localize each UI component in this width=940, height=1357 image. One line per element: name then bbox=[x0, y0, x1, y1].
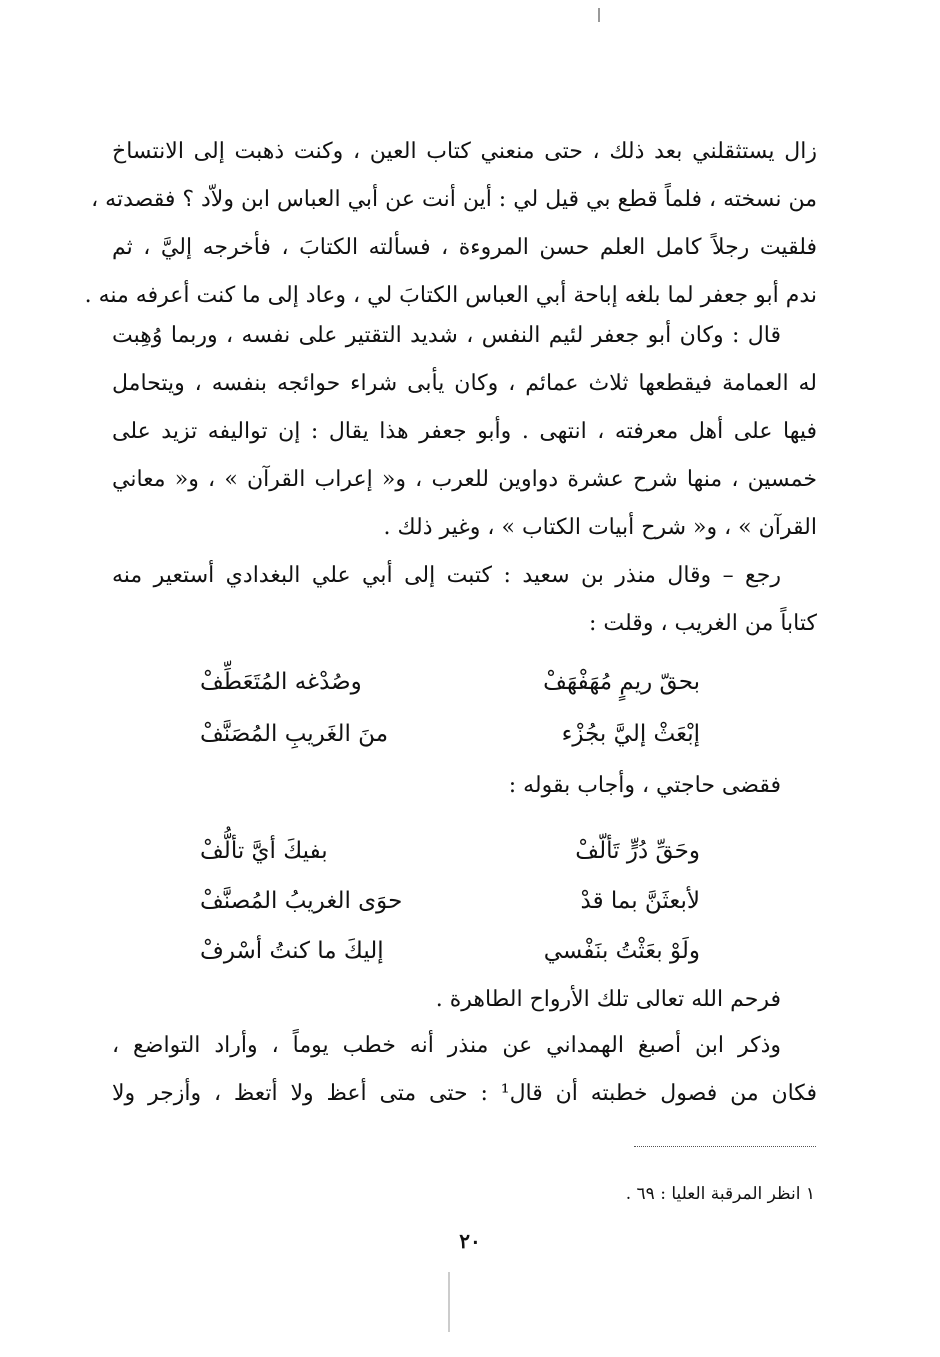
text-line: له العمامة فيقطعها ثلاث عمائم ، وكان يأبى شراء حوائجه بنفسه ، ويتحامل bbox=[112, 371, 817, 396]
verse-second-hemistich: إليكَ ما كنتُ أسْرفْ bbox=[200, 938, 384, 964]
verse-first-hemistich: ولَوْ بعَثْتُ بنَفْسي bbox=[543, 938, 700, 964]
text-line: من نسخته ، فلماً قطع بي قيل لي : أين أنت عن أبي العباس ابن ولاّد ؟ فقصدته ، bbox=[91, 187, 817, 212]
reply-line bbox=[112, 762, 817, 810]
verse-line bbox=[200, 656, 700, 708]
verse-line bbox=[200, 926, 700, 976]
verse-second-hemistich: منَ الغَريبِ المُصَنَّفْ bbox=[200, 721, 389, 747]
paragraph-4 bbox=[112, 976, 817, 1024]
text-line: ندم أبو جعفر لما بلغه إباحة أبي العباس الكتابَ لي ، وعاد إلى ما كنت أعرفه منه . bbox=[84, 283, 817, 308]
text-line: كتاباً من الغريب ، وقلت : bbox=[589, 611, 817, 636]
text-line: فيها على أهل معرفته ، انتهى . وأبو جعفر هذا يقال : إن تواليفه تزيد على bbox=[112, 419, 817, 444]
text-line: رجع – وقال منذر بن سعيد : كتبت إلى أبي علي البغدادي أستعير منه bbox=[112, 563, 781, 588]
text-line: فكان من فصول خطبته أن قال¹ : حتى متى أعظ ولا أتعظ ، وأزجر ولا bbox=[112, 1081, 817, 1106]
verse-line bbox=[200, 708, 700, 760]
verse-second-hemistich: بفيكَ أيَّ تألُّفْ bbox=[200, 838, 328, 864]
scan-mark bbox=[598, 8, 600, 22]
text-line: فقضى حاجتي ، وأجاب بقوله : bbox=[508, 773, 781, 798]
verse-first-hemistich: بحقّ ريمٍ مُهَفْهَفْ bbox=[543, 669, 700, 695]
verse-first-hemistich: لأبعثَنَّ بما قدْ bbox=[580, 888, 700, 914]
text-line: زال يستثقلني بعد ذلك ، حتى منعني كتاب العين ، وكنت ذهبت إلى الانتساخ bbox=[112, 139, 817, 164]
text-line: فرحم الله تعالى تلك الأرواح الطاهرة . bbox=[435, 987, 781, 1012]
scan-mark bbox=[448, 1272, 450, 1332]
text-line: فلقيت رجلاً كامل العلم حسن المروءة ، فسألته الكتابَ ، فأخرجه إليَّ ، ثم bbox=[112, 235, 817, 260]
paragraph-5 bbox=[112, 1022, 817, 1118]
paragraph-3 bbox=[112, 552, 817, 648]
text-line: وذكر ابن أصبغ الهمداني عن منذر أنه خطب يوماً ، وأراد التواضع ، bbox=[112, 1033, 781, 1058]
paragraph-2 bbox=[112, 312, 817, 552]
verse-second-hemistich: وصُدْغه المُتَعَطِّفْ bbox=[200, 669, 362, 695]
footnote-separator bbox=[634, 1146, 816, 1147]
text-line: القرآن » ، و« شرح أبيات الكتاب » ، وغير ذلك . bbox=[383, 515, 817, 540]
text-line: خمسين ، منها شرح عشرة دواوين للعرب ، و« إعراب القرآن » ، و« معاني bbox=[112, 467, 817, 492]
verse-first-hemistich: وحَقِّ دُرٍّ تَألّفْ bbox=[575, 838, 700, 864]
page-number: ٢٠ bbox=[459, 1229, 481, 1253]
verse-first-hemistich: إبْعَثْ إليَّ بجُزْء bbox=[561, 721, 700, 747]
poem-request bbox=[200, 656, 700, 760]
paragraph-1 bbox=[84, 128, 817, 320]
verse-line bbox=[200, 826, 700, 876]
text-line: قال : وكان أبو جعفر لئيم النفس ، شديد التقتير على نفسه ، وربما وُهِبت bbox=[112, 323, 781, 348]
footnote: ١ انظر المرقبة العليا : ٦٩ . bbox=[625, 1184, 815, 1204]
poem-reply bbox=[200, 826, 700, 976]
verse-second-hemistich: حوَى الغريبُ المُصنَّفْ bbox=[200, 888, 403, 914]
verse-line bbox=[200, 876, 700, 926]
